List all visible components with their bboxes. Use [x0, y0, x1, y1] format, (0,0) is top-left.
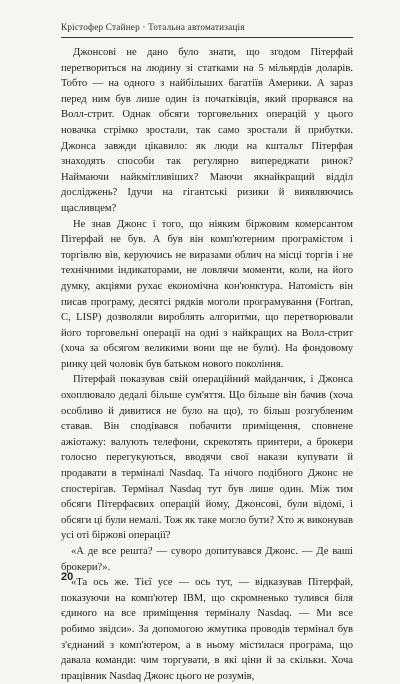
- header-rule: [61, 37, 353, 38]
- dialog-paragraph: «Та ось же. Тієї усе — ось тут, — відказував Пітерфай, показуючи на комп'ютер IBM, що скромненько тулився біля єдиного на все приміщення терміналу Nasdaq. — Ми все робимо звідси». За допомогою жмутика проводів термінал був з'єднаний з комп'ютером, а в ньому містилася програма, що давала команди: чим торгувати, в які ціни й за скільки. Хоча працівник Nasdaq Джонс цього не розумів,: [61, 577, 353, 682]
- page-body: [61, 45, 353, 684]
- paragraph: Джонсові не дано було знати, що згодом Пітерфай перетвориться на людину зі статками на 5 мільярдів доларів. Тобто — на одного з найбільших багатіїв Америки. А зараз перед ним був лише один із початківців, який прорвався на Волл-стрит. Однак обсяги торговельних операцій у цього новачка стрімко зростали, так само зростали й прибутки. Джонса завжди цікавило: як люди на кштальт Пітерфая знаходять способи так регулярно випереджати ринок? Наймаючи найкмітливіших? Маючи якнайкращий відділ досліджень? Ідучи на гігантські ризики й виявляючись щасливцем?: [61, 47, 353, 214]
- page-number: 20: [61, 571, 74, 583]
- paragraph: Не знав Джонс і того, що ніяким біржовим комерсантом Пітерфай не був. А був він комп'ютерним програмістом і торгівлю вів, керуючись не виразами облич на місці торгів і не технічними індикаторами, не ловлячи моменти, коли, на його думку, акціями рухає економічна кон'юнктура. Натомість він писав програму, десятсі рядків моголи програмування (Fortran, C, LISP) дозволяли вироблять алгоритми, що перетворювали його торговельні операції на одні з найкращих на Волл-стрит (хоча за обсягом великими вони ще не були). На фондовому ринку цей чоловік був батьком нового покоління.: [61, 218, 353, 370]
- running-header: [61, 22, 353, 36]
- paragraph: Пітерфай показував свій операційний майданчик, і Джонса охоплювало дедалі більше сум'яття. Що більше він бачив (хоча особливо й дивитися не було на що), то більш розгубленим ставав. Він сподівався побачити приміщення, сповнене ажіотажу: валують телефони, скрекотять принтери, а брокери голосно перегукуються, вводячи свої накази купувати й продавати в терміналі Nasdaq. Та нічого подібного Джонс не спостерігав. Термінал Nasdaq тут був лише один. Між тим обсяги Пітерфаєвих операцій йому, Джонсові, були відомі, і обсяги ці були немалі. Тож як таке могло бути? Хто ж виконував усі оті біржові операції?: [61, 374, 353, 542]
- running-header-text: Крістофер Стайнер · Тотальна автоматизація: [61, 22, 245, 32]
- dialog-paragraph: «А де все решта? — суворо допитувався Джонс. — Де ваші брокери?».: [61, 546, 353, 573]
